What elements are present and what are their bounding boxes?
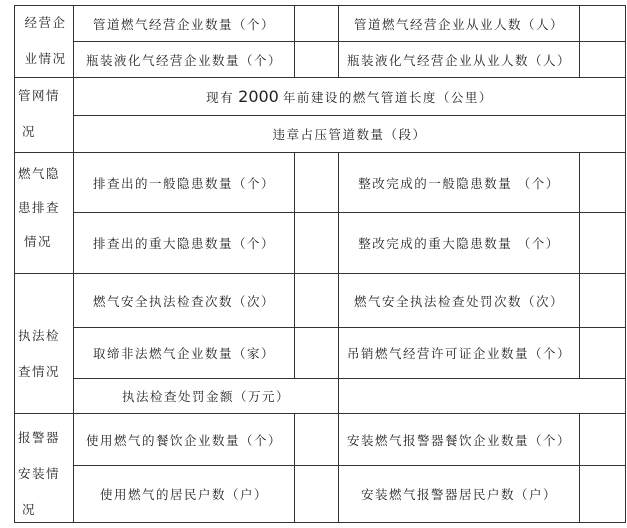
value-cell[interactable] [580, 153, 625, 212]
row-label: 整改完成的一般隐患数量 （个） [358, 175, 560, 191]
category-line: 燃气隐 [18, 166, 61, 181]
row-label: 使用燃气的餐饮企业数量（个） [85, 432, 282, 448]
label-year: 2000 [238, 87, 279, 106]
row-label: 安装燃气报警器餐饮企业数量（个） [346, 432, 571, 448]
table-border-bottom [14, 522, 626, 523]
category-line: 业情况 [24, 51, 67, 66]
value-cell[interactable] [580, 328, 625, 378]
row-label: 管道燃气经营企业从业人数（人） [353, 16, 564, 32]
value-cell[interactable] [580, 213, 625, 273]
row-label: 排查出的一般隐患数量（个） [92, 175, 275, 191]
table-border-right [625, 5, 626, 523]
value-cell[interactable] [295, 42, 338, 77]
category-line: 安装情 [18, 466, 61, 481]
category-label-hazards [18, 157, 73, 259]
value-cell[interactable] [295, 6, 338, 41]
category-label-pipeline [18, 78, 73, 150]
row-label: 取缔非法燃气企业数量（家） [92, 346, 275, 361]
category-line: 情况 [24, 234, 53, 249]
value-cell[interactable] [295, 466, 338, 522]
category-line: 经营企 [24, 15, 67, 30]
value-cell[interactable] [295, 153, 338, 212]
category-line: 况 [22, 124, 37, 139]
value-cell[interactable] [580, 42, 625, 77]
row-label: 使用燃气的居民户数（户） [99, 487, 268, 502]
category-label-alarms [18, 420, 73, 528]
value-cell[interactable] [339, 379, 625, 413]
row-label: 排查出的重大隐患数量（个） [92, 236, 275, 251]
label-text: 现有 [206, 89, 235, 105]
row-label: 吊销燃气经营许可证企业数量（个） [346, 346, 571, 361]
category-line: 况 [22, 502, 37, 517]
value-cell[interactable] [295, 414, 338, 465]
category-line: 报警器 [18, 430, 61, 445]
row-label: 瓶装液化气经营企业数量（个） [85, 52, 282, 68]
value-cell[interactable] [580, 466, 625, 522]
value-cell[interactable] [295, 274, 338, 327]
label-text: 年前建设的燃气管道长度（公里） [282, 89, 493, 105]
row-label: 安装燃气报警器居民户数（户） [360, 487, 557, 502]
value-cell[interactable] [295, 328, 338, 378]
row-label: 燃气安全执法检查次数（次） [92, 293, 275, 309]
category-line: 查情况 [18, 364, 61, 379]
category-line: 管网情 [18, 88, 61, 103]
table-border-left [14, 5, 15, 523]
category-label-enforcement [18, 318, 73, 390]
value-cell[interactable] [295, 213, 338, 273]
row-label-pipeline-length [74, 78, 625, 115]
row-label: 执法检查处罚金额（万元） [121, 389, 290, 404]
row-label-occupied-pipeline: 违章占压管道数量（段） [272, 127, 427, 142]
row-label: 瓶装液化气经营企业从业人数（人） [346, 52, 571, 68]
value-cell[interactable] [580, 6, 625, 41]
value-cell[interactable] [580, 274, 625, 327]
category-label-operators [18, 5, 73, 77]
category-line: 患排查 [18, 200, 61, 215]
row-label: 管道燃气经营企业数量（个） [92, 16, 275, 32]
category-line: 执法检 [18, 328, 61, 343]
value-cell[interactable] [580, 414, 625, 465]
row-label: 燃气安全执法检查处罚次数（次） [353, 293, 564, 309]
row-label: 整改完成的重大隐患数量 （个） [358, 236, 560, 251]
